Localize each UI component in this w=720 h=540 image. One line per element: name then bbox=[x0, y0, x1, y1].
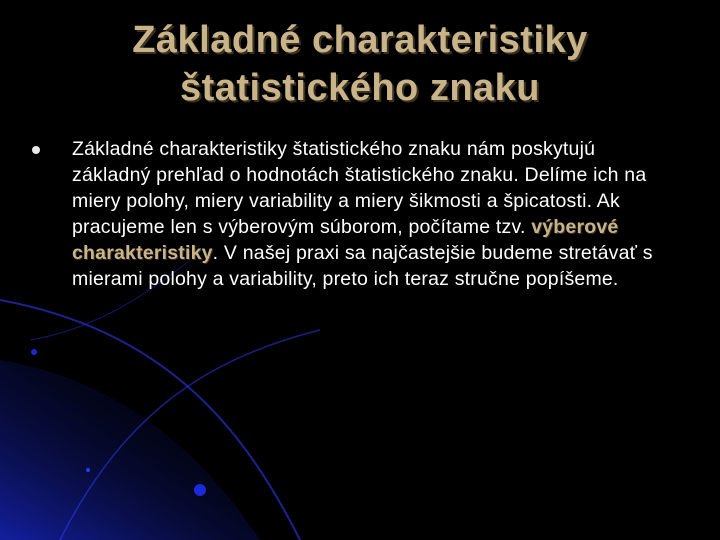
body-highlight: výberové charakteristiky bbox=[72, 216, 619, 264]
slide-title bbox=[40, 16, 680, 112]
body-text-part-1: Základné charakteristiky štatistického znaku nám poskytujú základný prehľad o hodnotách štatistického znaku. Delíme ich na miery polohy, miery variability a miery šikmosti a špicatosti. Ak pracujeme len s výberovým súborom, počítame tzv. bbox=[72, 138, 647, 238]
bullet-icon bbox=[32, 146, 40, 154]
body-text-part-2: . V našej praxi sa najčastejšie budeme stretávať s mierami polohy a variability, preto ich teraz stručne popíšeme. bbox=[72, 242, 653, 290]
title-line-1: Základné charakteristiky bbox=[132, 19, 588, 61]
dot-decoration bbox=[31, 349, 37, 355]
title-line-2: štatistického znaku bbox=[179, 67, 541, 109]
dot-decoration bbox=[194, 484, 206, 496]
bullet-text bbox=[72, 136, 672, 292]
